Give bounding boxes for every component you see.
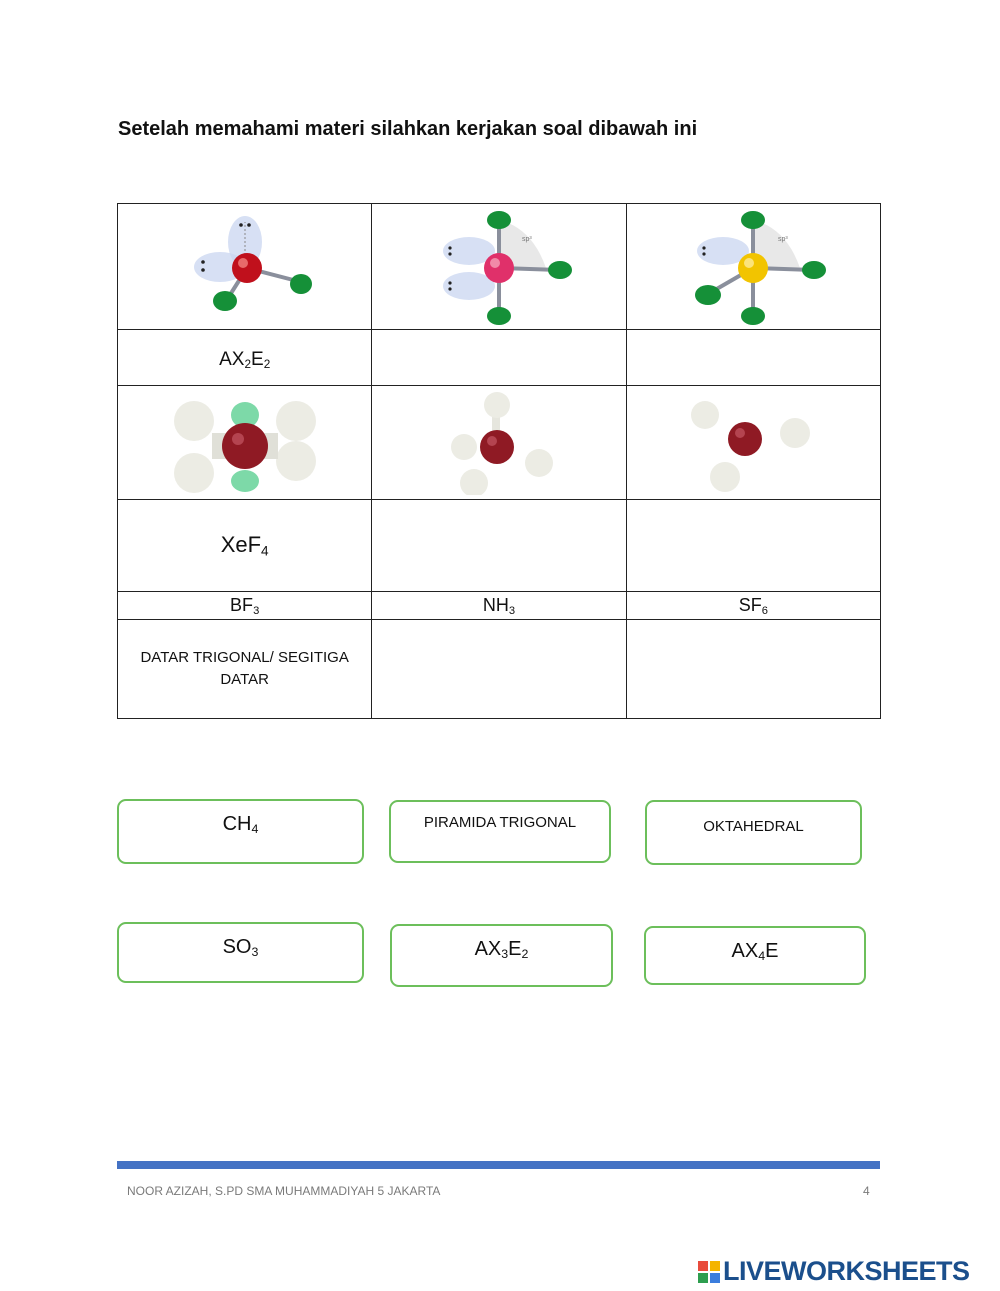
footer-divider (117, 1161, 880, 1169)
empty-cell (372, 620, 626, 719)
table-row (118, 386, 881, 500)
drag-tile-ax4e[interactable]: $AX_4E$ (644, 926, 866, 985)
instruction-heading: Setelah memahami materi silahkan kerjakan soal dibawah ini (118, 118, 698, 140)
drag-tile-oktahedral[interactable]: OKTAHEDRAL (645, 800, 862, 865)
shape-label: DATAR TRIGONAL/ SEGITIGA DATAR (140, 649, 349, 688)
seesaw-molecule-diagram-2 (678, 208, 828, 326)
empty-cell (372, 330, 626, 386)
liveworksheets-logo[interactable] (698, 1256, 970, 1287)
molecule-image-bent-ball (626, 386, 880, 500)
table-row (118, 204, 881, 330)
brand-name: LIVEWORKSHEETS (723, 1256, 970, 1286)
molecule-image-seesaw-yellow (626, 204, 880, 330)
bent-ball-molecule-diagram (683, 391, 823, 495)
drag-tile-ax3e2[interactable]: $AX_3E_2$ (390, 924, 613, 987)
footer-author: NOOR AZIZAH, S.PD SMA MUHAMMADIYAH 5 JAKARTA (127, 1184, 441, 1198)
drag-tile-ch4[interactable]: $CH_4$ (117, 799, 364, 864)
formula-cell-sf6: $SF_6$ (626, 592, 880, 620)
table-row (118, 500, 881, 592)
formula-xef4: XeF$_4$ (220, 532, 269, 559)
formula-cell-xef4 (118, 500, 372, 592)
formula-cell-ax2e2 (118, 330, 372, 386)
molecule-image-seesaw-pink (372, 204, 626, 330)
drag-tile-so3[interactable]: $SO_3$ (117, 922, 364, 983)
page-number: 4 (863, 1184, 870, 1198)
liveworksheets-mark-icon (698, 1261, 720, 1283)
seesaw-molecule-diagram (424, 208, 574, 326)
svg-text:sp³: sp³ (521, 235, 532, 243)
table-row (118, 330, 881, 386)
molecule-image-square-planar (118, 386, 372, 500)
formula-ax2e2: $AX_2E_2$ (219, 348, 271, 371)
empty-cell (626, 500, 880, 592)
molecule-table (117, 203, 881, 719)
drag-tile-piramida-trigonal[interactable]: PIRAMIDA TRIGONAL (389, 800, 611, 863)
formula-cell-bf3: $BF_3$ (118, 592, 372, 620)
shape-cell-trigonal-planar (118, 620, 372, 719)
table-row (118, 620, 881, 719)
empty-cell (626, 620, 880, 719)
formula-cell-nh3: $NH_3$ (372, 592, 626, 620)
tetrahedral-molecule-diagram (439, 391, 559, 495)
svg-text:sp³: sp³ (778, 235, 789, 243)
empty-cell (626, 330, 880, 386)
molecule-image-bent (118, 204, 372, 330)
molecule-image-tetrahedral (372, 386, 626, 500)
empty-cell (372, 500, 626, 592)
square-planar-molecule-diagram (170, 393, 320, 493)
bent-molecule-diagram (175, 212, 315, 322)
table-row (118, 592, 881, 620)
